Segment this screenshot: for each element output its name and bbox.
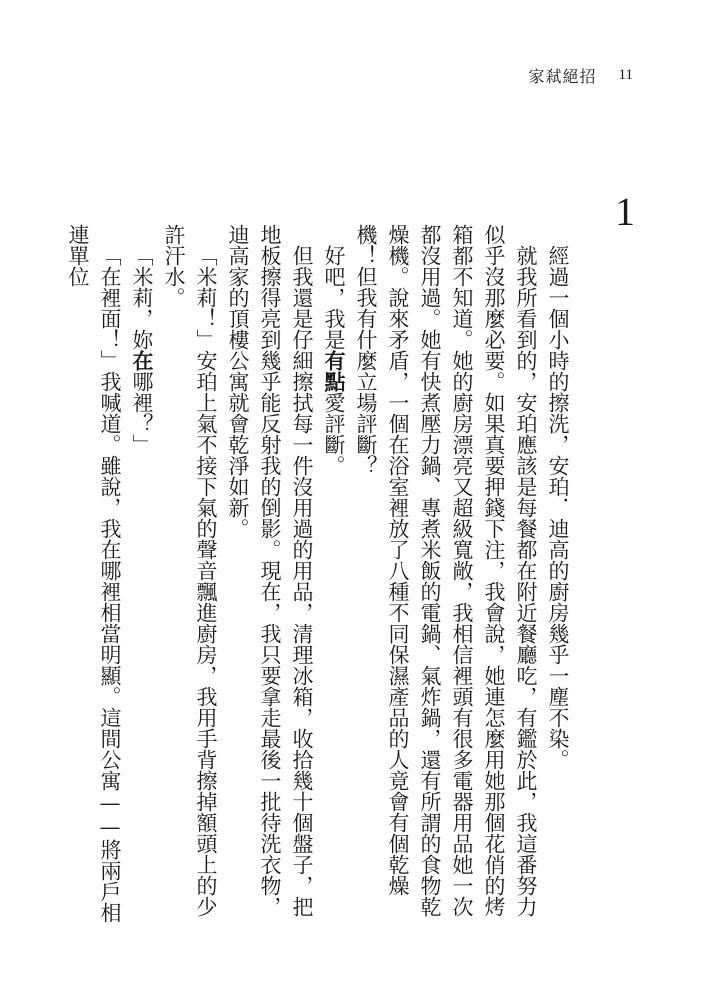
running-head <box>529 64 633 86</box>
paragraph <box>350 224 542 924</box>
paragraph-text: 「在裡面！」我喊道。雖說，我在哪裡相當明顯。這間公寓——將兩戶相連單位 <box>66 224 122 923</box>
paragraph <box>542 224 574 924</box>
emphasis-text: 在 <box>130 350 155 371</box>
running-head-title: 家弒絕招 <box>528 66 597 86</box>
body-text <box>66 224 574 924</box>
paragraph-text: 哪裡？」 <box>130 371 154 455</box>
paragraph-text: 但我還是仔細擦拭每一件沒用過的用品，清理冰箱，收拾幾十個盤子，把地板擦得亮到幾乎能反射我的倒影。現在，我只要拿走最後一批待洗衣物，迪高家的頂樓公寓就會乾淨如新。 <box>226 224 314 917</box>
paragraph-text: 好吧，我是 <box>322 245 346 350</box>
paragraph-text: 就我所看到的，安珀應該是每餐都在附近餐廳吃，有鑑於此，我這番努力似乎沒那麼必要。如果真要押錢下注，我會說，她連怎麼用她那個花俏的烤箱都不知道。她的廚房漂亮又超級寬敞，我相信裡頭有很多電器用品她一次都沒用過。她有快煮壓力鍋、專煮米飯的電鍋、氣炸鍋，還有所謂的食物乾燥機。說來矛盾，一個在浴室裡放了八種不同保濕產品的人竟會有個乾燥機！但我有什麼立場評斷？ <box>354 224 538 917</box>
paragraph-text: 愛評斷。 <box>322 392 346 476</box>
paragraph <box>62 224 126 924</box>
paragraph <box>158 224 222 924</box>
page-number: 11 <box>618 66 633 83</box>
paragraph <box>222 224 318 924</box>
chapter-number: 1 <box>615 189 635 234</box>
emphasis-text: 有點 <box>322 350 347 392</box>
paragraph <box>126 224 158 924</box>
paragraph-text: 經過一個小時的擦洗，安珀．迪高的廚房幾乎一塵不染。 <box>546 245 570 770</box>
paragraph-text: 「米莉！」安珀上氣不接下氣的聲音飄進廚房，我用手背擦掉額頭上的少許汗水。 <box>162 224 218 917</box>
paragraph <box>318 224 350 924</box>
paragraph-text: 「米莉，妳 <box>130 245 154 350</box>
